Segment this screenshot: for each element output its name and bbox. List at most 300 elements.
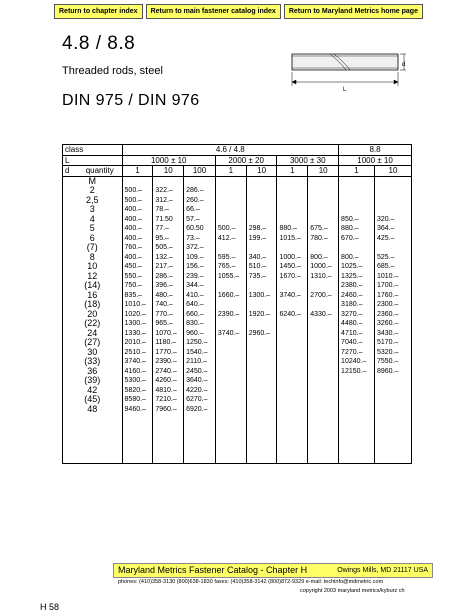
- price-cell: [308, 319, 339, 329]
- price-cell: 1770.–: [153, 348, 184, 358]
- price-cell: [246, 338, 277, 348]
- length-group: 1000 ± 10: [339, 155, 412, 166]
- price-cell: 7960.–: [153, 405, 184, 464]
- quantity-label: quantity: [85, 166, 114, 175]
- footer-bar: [113, 563, 433, 578]
- thread-size: (18): [63, 300, 123, 310]
- price-cell: [215, 367, 246, 377]
- quantity-header: 1: [277, 166, 308, 177]
- table-row: [63, 310, 412, 320]
- thread-size: (22): [63, 319, 123, 329]
- quantity-header: 100: [184, 166, 216, 177]
- price-cell: 595.–: [215, 253, 246, 263]
- thread-size: 20: [63, 310, 123, 320]
- length-label: L: [343, 87, 347, 93]
- thread-size: (39): [63, 376, 123, 386]
- price-cell: [308, 243, 339, 253]
- price-cell: 400.–: [122, 215, 153, 225]
- price-cell: 260.–: [184, 196, 216, 206]
- price-cell: [215, 386, 246, 396]
- thread-size: 2: [63, 186, 123, 196]
- price-cell: 77.–: [153, 224, 184, 234]
- price-cell: [277, 243, 308, 253]
- price-cell: 770.–: [153, 310, 184, 320]
- price-cell: [308, 386, 339, 396]
- price-cell: 675.–: [308, 224, 339, 234]
- price-cell: 312.–: [153, 196, 184, 206]
- price-cell: 740.–: [153, 300, 184, 310]
- quantity-header: 1: [339, 166, 375, 177]
- thread-size: (27): [63, 338, 123, 348]
- price-cell: [215, 357, 246, 367]
- price-cell: 525.–: [374, 253, 411, 263]
- price-cell: [374, 405, 411, 464]
- price-cell: [277, 196, 308, 206]
- threaded-rod-drawing: [286, 44, 410, 96]
- price-cell: [246, 395, 277, 405]
- price-cell: [277, 338, 308, 348]
- table-row: [63, 253, 412, 263]
- table-row: [63, 348, 412, 358]
- length-group: 2000 ± 20: [215, 155, 277, 166]
- price-cell: [308, 186, 339, 196]
- table-row: [63, 215, 412, 225]
- price-cell: 298.–: [246, 224, 277, 234]
- price-cell: [374, 395, 411, 405]
- table-row: [63, 405, 412, 464]
- table-row: [63, 357, 412, 367]
- price-cell: 4710.–: [339, 329, 375, 339]
- price-cell: 500.–: [122, 196, 153, 206]
- price-cell: [246, 300, 277, 310]
- price-cell: [246, 319, 277, 329]
- price-cell: 1000.–: [308, 262, 339, 272]
- price-cell: [215, 243, 246, 253]
- price-cell: 505.–: [153, 243, 184, 253]
- price-cell: 6270.–: [184, 395, 216, 405]
- price-cell: [215, 215, 246, 225]
- price-cell: [308, 357, 339, 367]
- class-header-a: 4.6 / 4.8: [122, 145, 339, 156]
- price-cell: 3270.–: [339, 310, 375, 320]
- price-cell: [374, 196, 411, 206]
- quantity-header: 1: [122, 166, 153, 177]
- price-cell: [339, 205, 375, 215]
- price-cell: [308, 405, 339, 464]
- price-cell: [374, 386, 411, 396]
- length-group: 1000 ± 10: [122, 155, 215, 166]
- price-cell: [277, 348, 308, 358]
- price-cell: 10240.–: [339, 357, 375, 367]
- rod-body: [292, 54, 398, 70]
- price-cell: 1920.–: [246, 310, 277, 320]
- table-row: [63, 376, 412, 386]
- price-cell: 1300.–: [246, 291, 277, 301]
- length-group: 3000 ± 30: [277, 155, 339, 166]
- price-cell: [277, 281, 308, 291]
- price-cell: 400.–: [122, 224, 153, 234]
- price-cell: 1660.–: [215, 291, 246, 301]
- table-row: [63, 281, 412, 291]
- table-row: [63, 243, 412, 253]
- table-row: [63, 338, 412, 348]
- price-cell: [215, 348, 246, 358]
- price-cell: 57.–: [184, 215, 216, 225]
- price-cell: [277, 357, 308, 367]
- price-cell: 835.–: [122, 291, 153, 301]
- price-cell: 960.–: [184, 329, 216, 339]
- table-row: [63, 196, 412, 206]
- class-row: [63, 145, 412, 156]
- table-row: [63, 234, 412, 244]
- catalog-name: Maryland Metrics Fastener Catalog - Chapter H: [118, 565, 308, 575]
- length-label-cell: L: [63, 155, 123, 166]
- price-cell: [277, 319, 308, 329]
- price-cell: 286.–: [184, 186, 216, 196]
- price-cell: 400.–: [122, 253, 153, 263]
- price-cell: 500.–: [215, 224, 246, 234]
- price-cell: 6920.–: [184, 405, 216, 464]
- thread-size: 36: [63, 367, 123, 377]
- price-cell: [308, 196, 339, 206]
- quantity-header: 10: [374, 166, 411, 177]
- price-cell: 660.–: [184, 310, 216, 320]
- price-cell: [215, 205, 246, 215]
- price-cell: 4260.–: [153, 376, 184, 386]
- quantity-header: 1: [215, 166, 246, 177]
- price-cell: [374, 376, 411, 386]
- price-cell: 2390.–: [215, 310, 246, 320]
- price-cell: [246, 281, 277, 291]
- price-cell: 1000.–: [277, 253, 308, 263]
- price-cell: 3180.–: [339, 300, 375, 310]
- home-page-link[interactable]: Return to Maryland Metrics home page: [284, 4, 423, 19]
- thread-size: (7): [63, 243, 123, 253]
- price-cell: [277, 205, 308, 215]
- price-cell: [308, 338, 339, 348]
- price-cell: 880.–: [339, 224, 375, 234]
- price-cell: [215, 395, 246, 405]
- price-cell: 830.–: [184, 319, 216, 329]
- price-cell: 1180.–: [153, 338, 184, 348]
- price-cell: 760.–: [122, 243, 153, 253]
- price-cell: 286.–: [153, 272, 184, 282]
- price-cell: 850.–: [339, 215, 375, 225]
- price-cell: 4330.–: [308, 310, 339, 320]
- price-cell: 2510.–: [122, 348, 153, 358]
- price-cell: 6240.–: [277, 310, 308, 320]
- thread-size: 10: [63, 262, 123, 272]
- price-cell: [339, 196, 375, 206]
- thread-size: (33): [63, 357, 123, 367]
- thread-size: 42: [63, 386, 123, 396]
- table-row: [63, 186, 412, 196]
- price-cell: 765.–: [215, 262, 246, 272]
- price-cell: 4810.–: [153, 386, 184, 396]
- page-subtitle: Threaded rods, steel: [62, 65, 163, 77]
- price-cell: [277, 215, 308, 225]
- thread-size: 4: [63, 215, 123, 225]
- table-row: [63, 291, 412, 301]
- thread-size: 16: [63, 291, 123, 301]
- price-cell: 340.–: [246, 253, 277, 263]
- price-cell: 95.–: [153, 234, 184, 244]
- price-cell: 510.–: [246, 262, 277, 272]
- threaded-rod-price-table: [62, 144, 412, 464]
- length-row: [63, 155, 412, 166]
- thread-size: (14): [63, 281, 123, 291]
- price-cell: 199.–: [246, 234, 277, 244]
- price-cell: [339, 405, 375, 464]
- price-cell: 1330.–: [122, 329, 153, 339]
- price-cell: 1015.–: [277, 234, 308, 244]
- price-cell: 78.–: [153, 205, 184, 215]
- price-cell: 9460.–: [122, 405, 153, 464]
- price-cell: 322.–: [153, 186, 184, 196]
- price-cell: 4160.–: [122, 367, 153, 377]
- standard-heading: DIN 975 / DIN 976: [62, 92, 200, 109]
- diameter-label: d: [402, 62, 406, 68]
- price-cell: [277, 386, 308, 396]
- price-cell: [215, 300, 246, 310]
- price-cell: [339, 386, 375, 396]
- price-cell: [277, 329, 308, 339]
- price-cell: 2460.–: [339, 291, 375, 301]
- price-cell: 396.–: [153, 281, 184, 291]
- m-label-row: [63, 176, 412, 186]
- price-cell: [277, 186, 308, 196]
- table-row: [63, 300, 412, 310]
- price-cell: 1540.–: [184, 348, 216, 358]
- price-cell: [339, 186, 375, 196]
- price-cell: 3430.–: [374, 329, 411, 339]
- price-cell: [277, 395, 308, 405]
- price-cell: 1300.–: [122, 319, 153, 329]
- price-cell: 344.–: [184, 281, 216, 291]
- price-cell: 2360.–: [374, 310, 411, 320]
- price-cell: 364.–: [374, 224, 411, 234]
- price-cell: 1325.–: [339, 272, 375, 282]
- d-quantity-label: [63, 166, 123, 177]
- price-cell: 1055.–: [215, 272, 246, 282]
- price-cell: 12150.–: [339, 367, 375, 377]
- price-cell: 400.–: [122, 205, 153, 215]
- price-cell: 1010.–: [374, 272, 411, 282]
- thread-size: 24: [63, 329, 123, 339]
- quantity-header: 10: [153, 166, 184, 177]
- price-cell: [246, 348, 277, 358]
- price-cell: [215, 376, 246, 386]
- price-cell: 8580.–: [122, 395, 153, 405]
- price-cell: [246, 405, 277, 464]
- price-cell: 5820.–: [122, 386, 153, 396]
- price-cell: [246, 357, 277, 367]
- price-cell: 132.–: [153, 253, 184, 263]
- price-cell: 450.–: [122, 262, 153, 272]
- price-cell: [277, 405, 308, 464]
- main-catalog-index-link[interactable]: Return to main fastener catalog index: [146, 4, 281, 19]
- price-cell: 412.–: [215, 234, 246, 244]
- price-cell: [374, 186, 411, 196]
- price-cell: 780.–: [308, 234, 339, 244]
- price-cell: 500.–: [122, 186, 153, 196]
- price-cell: 1310.–: [308, 272, 339, 282]
- price-cell: 3740.–: [215, 329, 246, 339]
- price-cell: [246, 196, 277, 206]
- price-cell: [215, 319, 246, 329]
- table-row: [63, 329, 412, 339]
- table-row: [63, 205, 412, 215]
- price-cell: 7040.–: [339, 338, 375, 348]
- price-cell: [308, 205, 339, 215]
- price-cell: [308, 348, 339, 358]
- price-cell: 66.–: [184, 205, 216, 215]
- price-cell: 2740.–: [153, 367, 184, 377]
- price-cell: [215, 186, 246, 196]
- table-row: [63, 386, 412, 396]
- quantity-header: 10: [246, 166, 277, 177]
- price-cell: 800.–: [339, 253, 375, 263]
- price-cell: 7210.–: [153, 395, 184, 405]
- price-cell: 880.–: [277, 224, 308, 234]
- price-cell: 425.–: [374, 234, 411, 244]
- price-cell: 750.–: [122, 281, 153, 291]
- price-cell: 550.–: [122, 272, 153, 282]
- price-cell: 4480.–: [339, 319, 375, 329]
- table-row: [63, 262, 412, 272]
- price-cell: 2960.–: [246, 329, 277, 339]
- price-cell: 5170.–: [374, 338, 411, 348]
- contact-info: phones: (410)358-3130 (800)638-1830 faxes: (410)358-3142 (800)872-9329 e-mail: techinfo@mdmetric.com: [118, 579, 384, 585]
- m-label: M: [63, 176, 123, 186]
- company-address: Owings Mills, MD 21117 USA: [337, 567, 428, 574]
- price-cell: 2700.–: [308, 291, 339, 301]
- price-cell: [246, 243, 277, 253]
- price-cell: 670.–: [339, 234, 375, 244]
- price-cell: [374, 205, 411, 215]
- price-cell: 1025.–: [339, 262, 375, 272]
- price-cell: 1670.–: [277, 272, 308, 282]
- price-cell: 109.–: [184, 253, 216, 263]
- price-cell: [374, 243, 411, 253]
- thread-size: 2,5: [63, 196, 123, 206]
- price-cell: [246, 367, 277, 377]
- price-cell: 73.–: [184, 234, 216, 244]
- price-cell: 2110.–: [184, 357, 216, 367]
- copyright: copyright 2003 maryland metrics/kyburz ch: [300, 588, 405, 594]
- price-cell: 1450.–: [277, 262, 308, 272]
- thread-size: (45): [63, 395, 123, 405]
- thread-size: 12: [63, 272, 123, 282]
- price-cell: 5300.–: [122, 376, 153, 386]
- price-cell: 1760.–: [374, 291, 411, 301]
- price-cell: 372.–: [184, 243, 216, 253]
- price-cell: [246, 205, 277, 215]
- price-cell: 71.50: [153, 215, 184, 225]
- price-cell: 1070.–: [153, 329, 184, 339]
- price-cell: [246, 386, 277, 396]
- chapter-index-link[interactable]: Return to chapter index: [54, 4, 143, 19]
- thread-size: 30: [63, 348, 123, 358]
- thread-size: 5: [63, 224, 123, 234]
- price-cell: 7270.–: [339, 348, 375, 358]
- price-cell: 480.–: [153, 291, 184, 301]
- price-cell: 2380.–: [339, 281, 375, 291]
- price-cell: 239.–: [184, 272, 216, 282]
- price-cell: [277, 376, 308, 386]
- price-cell: 400.–: [122, 234, 153, 244]
- quantity-row: [63, 166, 412, 177]
- page-number: H 58: [40, 602, 60, 612]
- thread-size: 3: [63, 205, 123, 215]
- price-cell: [277, 300, 308, 310]
- price-cell: 1250.–: [184, 338, 216, 348]
- price-cell: [215, 405, 246, 464]
- price-cell: [277, 367, 308, 377]
- price-cell: 800.–: [308, 253, 339, 263]
- price-cell: 640.–: [184, 300, 216, 310]
- thread-size: 48: [63, 405, 123, 464]
- class-label: class: [63, 145, 123, 156]
- price-cell: [339, 243, 375, 253]
- page-title: 4.8 / 8.8: [62, 33, 136, 54]
- price-cell: [246, 215, 277, 225]
- price-cell: 685.–: [374, 262, 411, 272]
- price-cell: [308, 281, 339, 291]
- price-cell: [308, 395, 339, 405]
- price-cell: 3740.–: [122, 357, 153, 367]
- price-cell: 1700.–: [374, 281, 411, 291]
- price-cell: 2390.–: [153, 357, 184, 367]
- price-cell: 3640.–: [184, 376, 216, 386]
- thread-size: 8: [63, 253, 123, 263]
- top-navigation: [54, 4, 423, 19]
- table-row: [63, 395, 412, 405]
- price-cell: 3740.–: [277, 291, 308, 301]
- price-cell: 410.–: [184, 291, 216, 301]
- price-cell: 1010.–: [122, 300, 153, 310]
- table-row: [63, 319, 412, 329]
- quantity-header: 10: [308, 166, 339, 177]
- price-cell: 217.–: [153, 262, 184, 272]
- price-cell: 3260.–: [374, 319, 411, 329]
- price-cell: 320.–: [374, 215, 411, 225]
- price-cell: 60.50: [184, 224, 216, 234]
- price-cell: 2300.–: [374, 300, 411, 310]
- price-cell: [339, 395, 375, 405]
- price-cell: 4220.–: [184, 386, 216, 396]
- price-cell: 7550.–: [374, 357, 411, 367]
- price-cell: 2450.–: [184, 367, 216, 377]
- price-cell: [308, 329, 339, 339]
- price-cell: 1020.–: [122, 310, 153, 320]
- table-row: [63, 272, 412, 282]
- price-cell: 5320.–: [374, 348, 411, 358]
- price-cell: [308, 300, 339, 310]
- price-cell: 2010.–: [122, 338, 153, 348]
- price-cell: [308, 367, 339, 377]
- d-label: d: [65, 166, 70, 175]
- price-cell: [246, 186, 277, 196]
- table-row: [63, 367, 412, 377]
- thread-size: 6: [63, 234, 123, 244]
- price-cell: [215, 281, 246, 291]
- price-cell: [308, 215, 339, 225]
- price-cell: 965.–: [153, 319, 184, 329]
- price-cell: [215, 196, 246, 206]
- price-cell: 156.–: [184, 262, 216, 272]
- class-header-b: 8.8: [339, 145, 412, 156]
